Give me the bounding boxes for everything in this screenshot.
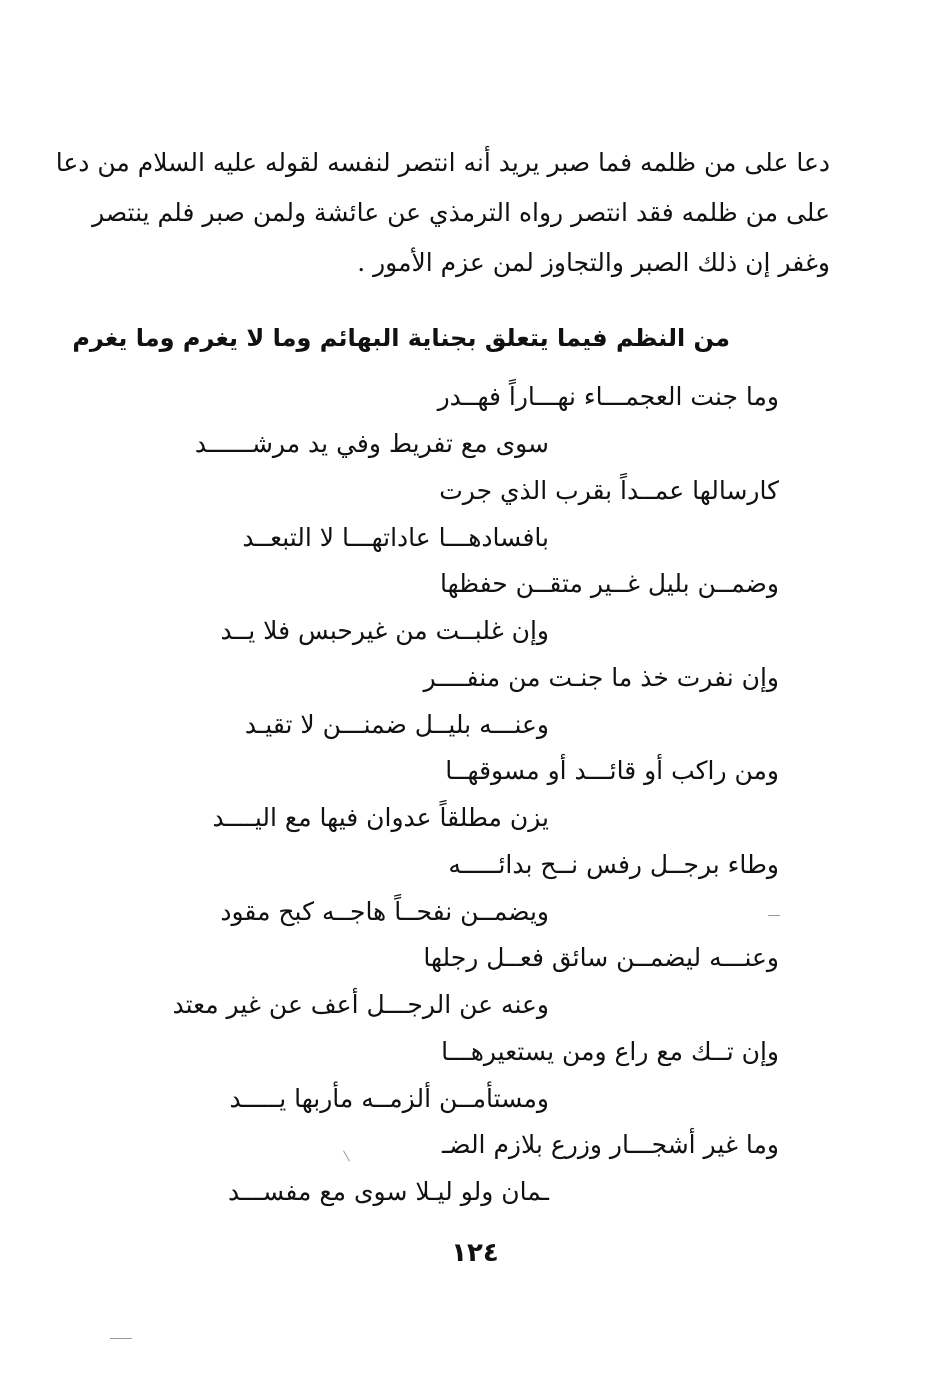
verse-line: وطاء برجــل رفس نــح بدائـــــه <box>448 850 779 879</box>
verse-line: وما غير أشجـــار وزرع بلازم الضـ <box>441 1130 779 1159</box>
verse-line: ومن راكب أو قائـــد أو مسوقهــا <box>445 756 779 785</box>
verse-line: وعنه عن الرجـــل أعف عن غير معتد <box>172 990 549 1019</box>
verse-line: وعنـــه بليــل ضمنـــن لا تقيـد <box>244 710 549 739</box>
verse-line: وإن نفرت خذ ما جنـت من منفــــر <box>423 663 779 692</box>
scan-speck <box>343 1151 350 1162</box>
verse-line: كارسالها عمــداً بقرب الذي جرت <box>439 476 779 505</box>
verse-line: وإن غلبــت من غيرحبس فلا يــد <box>220 616 549 645</box>
scan-speck <box>110 1338 132 1339</box>
verse-line: وعنـــه ليضمــن سائق فعــل رجلها <box>423 943 779 972</box>
scan-speck <box>768 915 780 916</box>
verse-line: وما جنت العجمـــاء نهـــاراً فهــدر <box>437 382 779 411</box>
prose-line: دعا على من ظلمه فما صبر يريد أنه انتصر لنفسه لقوله عليه السلام من دعا <box>55 148 830 177</box>
verse-line: بافسادهـــا عاداتهـــا لا التبعــد <box>242 523 549 552</box>
verse-line: ـمان ولو ليـلا سوى مع مفســـد <box>227 1177 549 1206</box>
verse-line: وضمــن بليل غــير متقــن حفظها <box>439 569 779 598</box>
verse-line: يزن مطلقاً عدوان فيها مع اليــــد <box>212 803 549 832</box>
prose-paragraph <box>55 138 830 288</box>
verse-line: ويضمــن نفحــاً هاجــه كبح مقود <box>220 897 549 926</box>
section-heading: من النظم فيما يتعلق بجناية البهائم وما لا يغرم وما يغرم <box>72 324 730 352</box>
verse-line: سوى مع تفريط وفي يد مرشــــــد <box>194 429 549 458</box>
prose-line: على من ظلمه فقد انتصر رواه الترمذي عن عائشة ولمن صبر فلم ينتصر <box>92 198 830 227</box>
prose-line: وغفر إن ذلك الصبر والتجاوز لمن عزم الأمور . <box>357 248 830 277</box>
verse-line: وإن تــك مع راع ومن يستعيرهـــا <box>441 1037 779 1066</box>
verse-line: ومستأمــن ألزمــه مأربها يـــــد <box>229 1084 549 1113</box>
page-number: ١٢٤ <box>451 1238 499 1268</box>
